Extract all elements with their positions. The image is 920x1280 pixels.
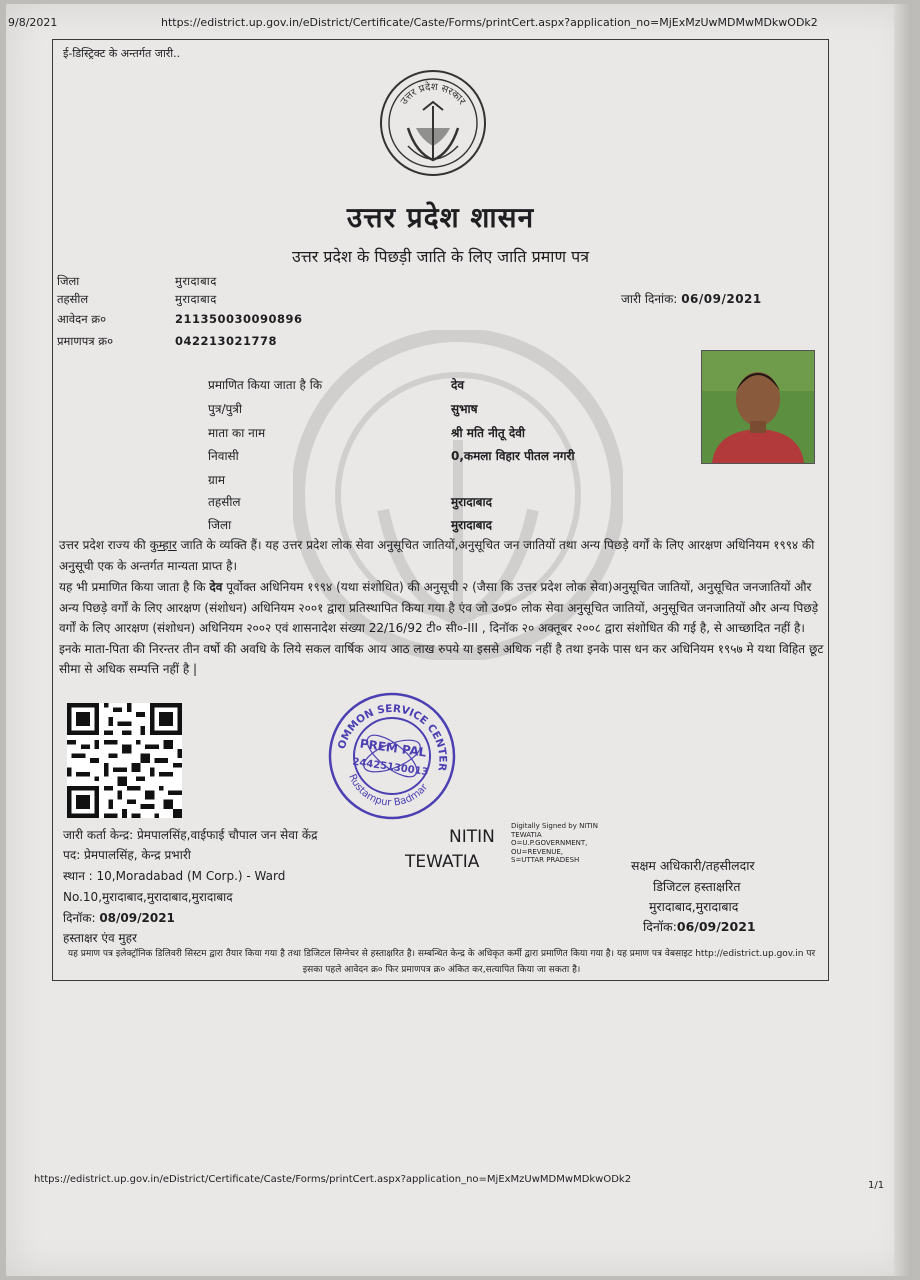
signature-detail-line: S=UTTAR PRADESH [511,856,580,864]
signature-detail-line: OU=REVENUE, [511,847,564,856]
print-url-footer: https://edistrict.up.gov.in/eDistrict/Certificate/Caste/Forms/printCert.aspx?application_no=MjExMzUwMDMwMDkwODk2 [34,1174,632,1185]
meta-value: मुरादाबाद [175,292,217,306]
digital-signer-name [405,825,495,875]
meta-value: मुरादाबाद [175,274,217,288]
father-name: सुभाष [451,402,478,416]
authority-date: 06/09/2021 [676,919,756,934]
row-label: निवासी [208,449,239,463]
row-district [208,516,492,533]
issue-date-block [621,290,762,307]
digital-signature-details [511,822,598,865]
meta-row-tehsil [57,292,217,307]
certificate-frame [52,39,829,981]
signer-name-line: TEWATIA [405,852,480,872]
issuer-date-label: दिनॉक: [63,911,100,925]
scanned-page [6,4,912,1276]
row-label: पुत्र/पुत्री [208,402,243,416]
para-text: पूर्वोक्त अधिनियम १९९४ (यथा संशोधित) की अनुसूची २ (जैसा कि उत्तर प्रदेश लोक सेवा)अनुसूचित जातियों, अनुसूचित जनजातियों और अन्य पिछड़े वर्गों के लिए आरक्षण (संशोधन) अधिनियम २००१ द्वारा प्रतिस्थापित किया गया है एंव जो उ०प्र० लोक सेवा अनुसूचित जातियों, अनुसूचित जनजातियों और अन्य पिछड़े वर्गों के लिए आरक्षण (संशोधन) अधिनियम २००२ एवं शासनादेश संख्या 22/16/92 टी० सी०-III , दिनॉक २० अक्तूबर २००८ द्वारा संशोधित की गई है, से आच्छादित नहीं है।इनके माता-पिता की निरन्तर तीन वर्षो की अवधि के लिये सकल वार्षिक आय आठ लाख रुपये या इससे अधिक नहीं है तथा इनके पास धन कर अधिनियम १९५७ मे यथा विहित छूट सीमा से अधिक सम्पत्ति नहीं है | [59,580,824,676]
meta-row-district [57,274,217,289]
row-certified-name [208,376,464,393]
row-label: माता का नाम [208,426,266,440]
page-number: 1/1 [868,1180,885,1191]
row-village [208,471,451,488]
qr-code-icon [67,703,182,818]
caste-name: कुम्हार [149,538,177,552]
issuer-place: स्थान : 10,Moradabad (M Corp.) - Ward [63,869,286,883]
govt-title: उत्तर प्रदेश शासन [346,201,535,234]
tehsil: मुरादाबाद [451,495,493,509]
up-emblem-icon [378,68,488,178]
page-edge [894,4,912,1276]
seal-ring-text: COMMON SERVICE CENTER [335,702,449,772]
certificate-number: 042213021778 [175,334,278,348]
row-label: प्रमाणित किया जाता है कि [208,378,323,392]
meta-label: आवेदन क्र० [57,312,107,326]
seal-place: Rustampur Badmar [346,772,431,809]
row-resident [208,447,575,464]
meta-label: जिला [57,274,80,288]
print-date: 9/8/2021 [8,16,58,29]
application-number: 211350030090896 [175,312,303,326]
row-label: ग्राम [208,473,226,487]
disclaimer: यह प्रमाण पत्र इलेक्ट्रॉनिक डिलिवरी सिस्टम द्वारा तैयार किया गया है तथा डिजिटल सिग्नेचर से हस्ताक्षरित है। सम्बन्धित केन्द्र के अधिकृत कर्मी द्वारा प्रमाणित किया गया है। यह प्रमाण पत्र वेबसाइट http://edistrict.up.gov.in पर इसका पहले आवेदन क्र० फिर प्रमाणपत्र क्र० अंकित कर,सत्यापित किया जा सकता है। [67,949,816,975]
certificate-subtitle: उत्तर प्रदेश के पिछड़ी जाति के लिए जाति प्रमाण पत्र [291,247,590,266]
authority-date-row [643,918,756,935]
issued-under-note: ई-डिस्ट्रिक्ट के अन्तर्गत जारी.. [63,47,181,60]
caste-paragraph [59,535,824,576]
issuer-post: पद: प्रेमपालसिंह, केन्द्र प्रभारी [63,848,191,862]
issue-date-label: जारी दिनांक: [621,292,678,306]
meta-label: प्रमाणपत्र क्र० [57,334,114,348]
issuer-place-cont: No.10,मुरादाबाद,मुरादाबाद,मुरादाबाद [63,890,233,904]
row-father [208,400,478,417]
row-mother [208,424,525,441]
row-label: जिला [208,518,232,532]
applicant-name-inline: देव [209,580,223,594]
issuer-date-row [63,909,175,926]
mother-name: श्री मति नीतू देवी [451,426,526,440]
meta-row-application-no [57,312,303,327]
signature-detail-line: O=U.P.GOVERNMENT, [511,839,588,847]
issuer-center: जारी कर्ता केन्द्र: प्रेमपालसिंह,वाईफाई चौपाल जन सेवा केंद्र [63,828,318,842]
meta-row-certificate-no [57,334,277,349]
para-text: यह भी प्रमाणित किया जाता है कि [59,580,210,594]
print-url-header: https://edistrict.up.gov.in/eDistrict/Certificate/Caste/Forms/printCert.aspx?application_no=MjExMzUwMDMwMDkwODk2 [161,16,818,29]
svg-text:COMMON SERVICE CENTER [326,690,458,772]
issuer-sign-label: हस्ताक्षर एंव मुहर [63,931,137,945]
certification-paragraph [59,577,824,680]
authority-title: सक्षम अधिकारी/तहसीलदार [631,858,755,873]
row-label: तहसील [208,495,241,509]
authority-place: मुरादाबाद,मुरादाबाद [649,899,739,914]
signature-detail-line: TEWATIA [511,830,542,839]
applicant-photo [701,350,815,464]
address: 0,कमला विहार पीतल नगरी [451,449,575,463]
seal-name: PREM PAL [358,736,428,760]
signer-name-line: NITIN [449,827,495,847]
issuer-date: 08/09/2021 [99,911,175,925]
authority-digital-sign: डिजिटल हस्ताक्षरित [653,879,741,894]
seal-code: 24425130013 [351,756,430,779]
para-text: उत्तर प्रदेश राज्य की [59,538,150,552]
person-photo-icon [702,351,814,463]
issue-date: 06/09/2021 [681,292,762,306]
applicant-name: देव [451,378,465,392]
meta-label: तहसील [57,292,89,306]
authority-date-label: दिनॉक: [643,919,677,934]
row-tehsil [208,493,492,510]
district: मुरादाबाद [451,518,493,532]
svg-text:उत्तर प्रदेश सरकार [399,81,468,108]
signature-detail-line: Digitally Signed by NITIN [511,822,598,830]
para-text: जाति के व्यक्ति हैं। यह उत्तर प्रदेश लोक सेवा अनुसूचित जातियों,अनुसूचित जन जातियों तथा अन्य पिछड़े वर्गों के लिए आरक्षण अधिनियम १९९४ की अनुसूची एक के अन्तर्गत मान्यता प्राप्त है। [59,538,815,573]
emblem-text: उत्तर प्रदेश सरकार [398,81,468,107]
csc-seal-stamp [326,690,458,822]
